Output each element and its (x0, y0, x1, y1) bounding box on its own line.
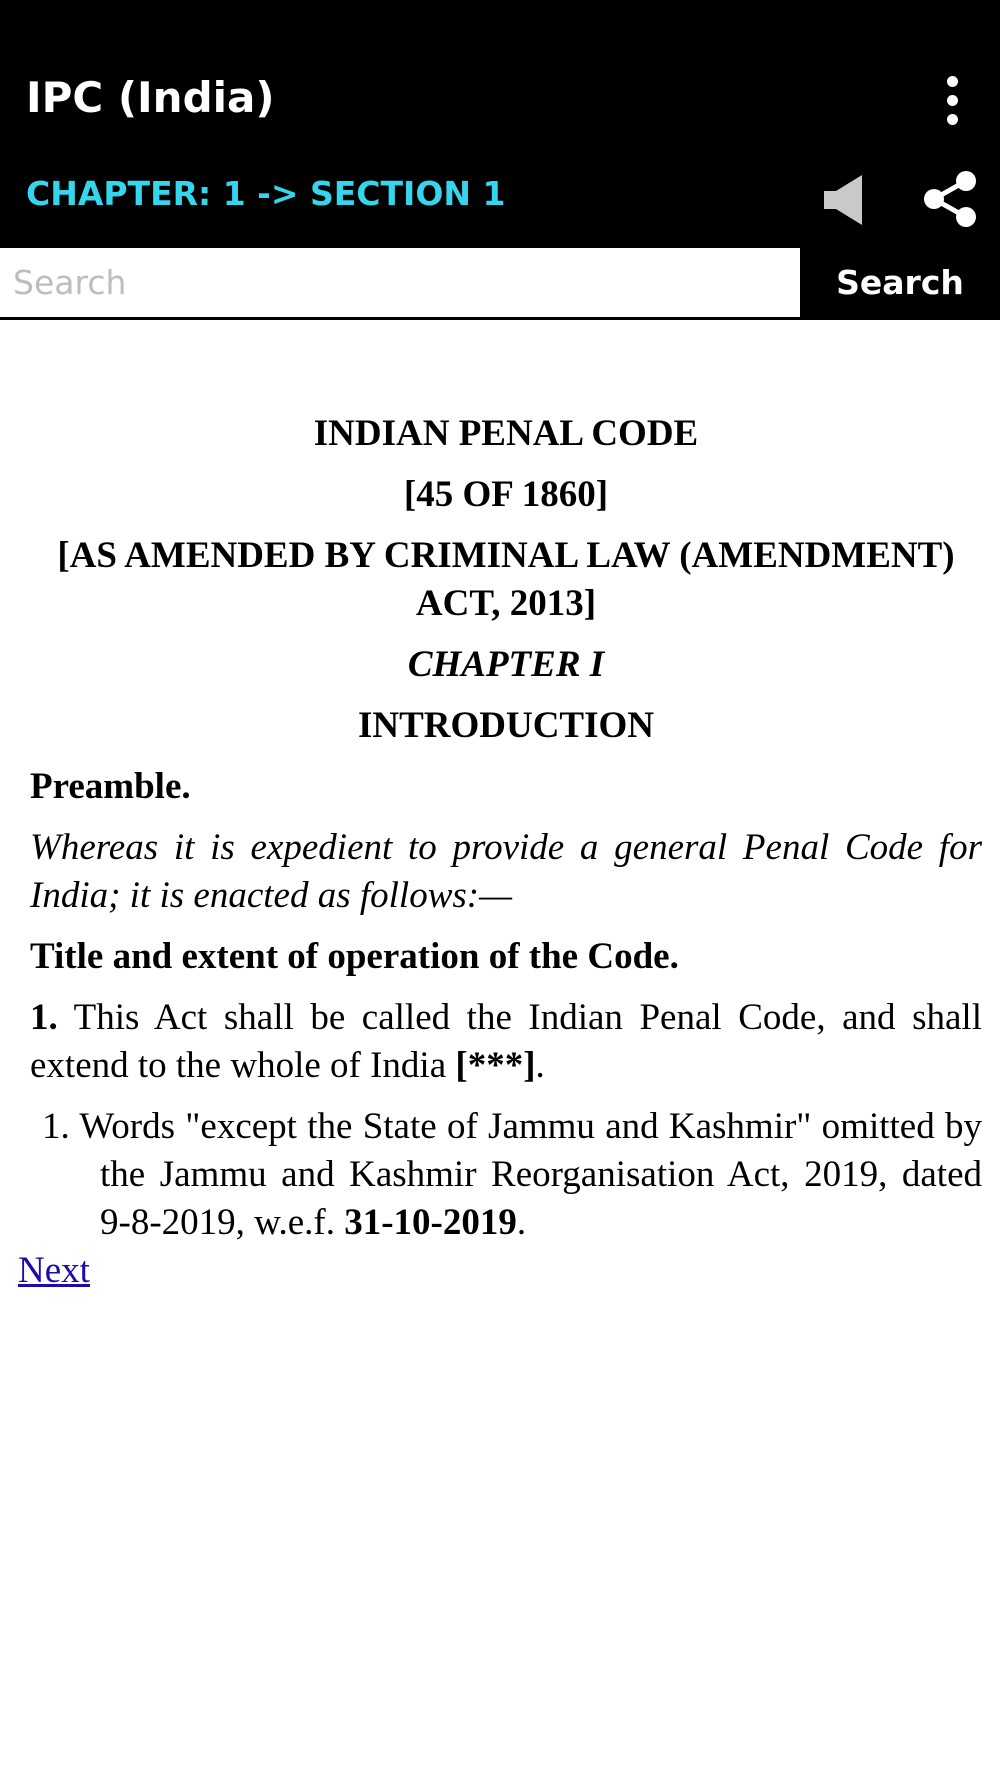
footnote-date: 31-10-2019 (344, 1202, 517, 1243)
more-vert-icon[interactable] (922, 68, 982, 132)
omission-marker: [***] (455, 1045, 536, 1086)
search-button[interactable]: Search (800, 248, 1000, 317)
next-link[interactable]: Next (18, 1250, 90, 1291)
footnote-number: 1. (42, 1106, 70, 1147)
speaker-icon[interactable] (822, 172, 870, 228)
section-number: 1. (30, 997, 58, 1038)
preamble-text: Whereas it is expedient to provide a general Penal Code for India; it is enacted as follows:— (30, 827, 982, 916)
chapter-number: CHAPTER I (407, 644, 605, 685)
section-heading: Title and extent of operation of the Code. (30, 936, 679, 977)
search-bar (0, 248, 1000, 320)
chapter-section-label: CHAPTER: 1 -> SECTION 1 (26, 174, 506, 213)
footnote-end: . (516, 1202, 527, 1243)
section-end: . (535, 1045, 545, 1086)
search-input[interactable] (0, 248, 800, 317)
amendment-note: [AS AMENDED BY CRIMINAL LAW (AMENDMENT) ACT, 2013] (57, 535, 955, 624)
share-icon[interactable] (922, 170, 978, 228)
preamble-heading: Preamble. (30, 766, 191, 807)
section-paragraph (30, 994, 982, 1090)
footnote-text: Words "except the State of Jammu and Kashmir" omitted by the Jammu and Kashmir Reorganisation Act, 2019, dated 9-8-2019, w.e.f. (69, 1106, 982, 1243)
chapter-title: INTRODUCTION (357, 705, 655, 746)
footnote (30, 1103, 982, 1247)
act-number: [45 OF 1860] (403, 474, 609, 515)
app-bar (0, 0, 1000, 248)
app-title: IPC (India) (26, 73, 275, 122)
document-content (0, 320, 1000, 1295)
section-text: This Act shall be called the Indian Penal Code, and shall extend to the whole of India (30, 997, 982, 1086)
document-title: INDIAN PENAL CODE (313, 413, 699, 454)
